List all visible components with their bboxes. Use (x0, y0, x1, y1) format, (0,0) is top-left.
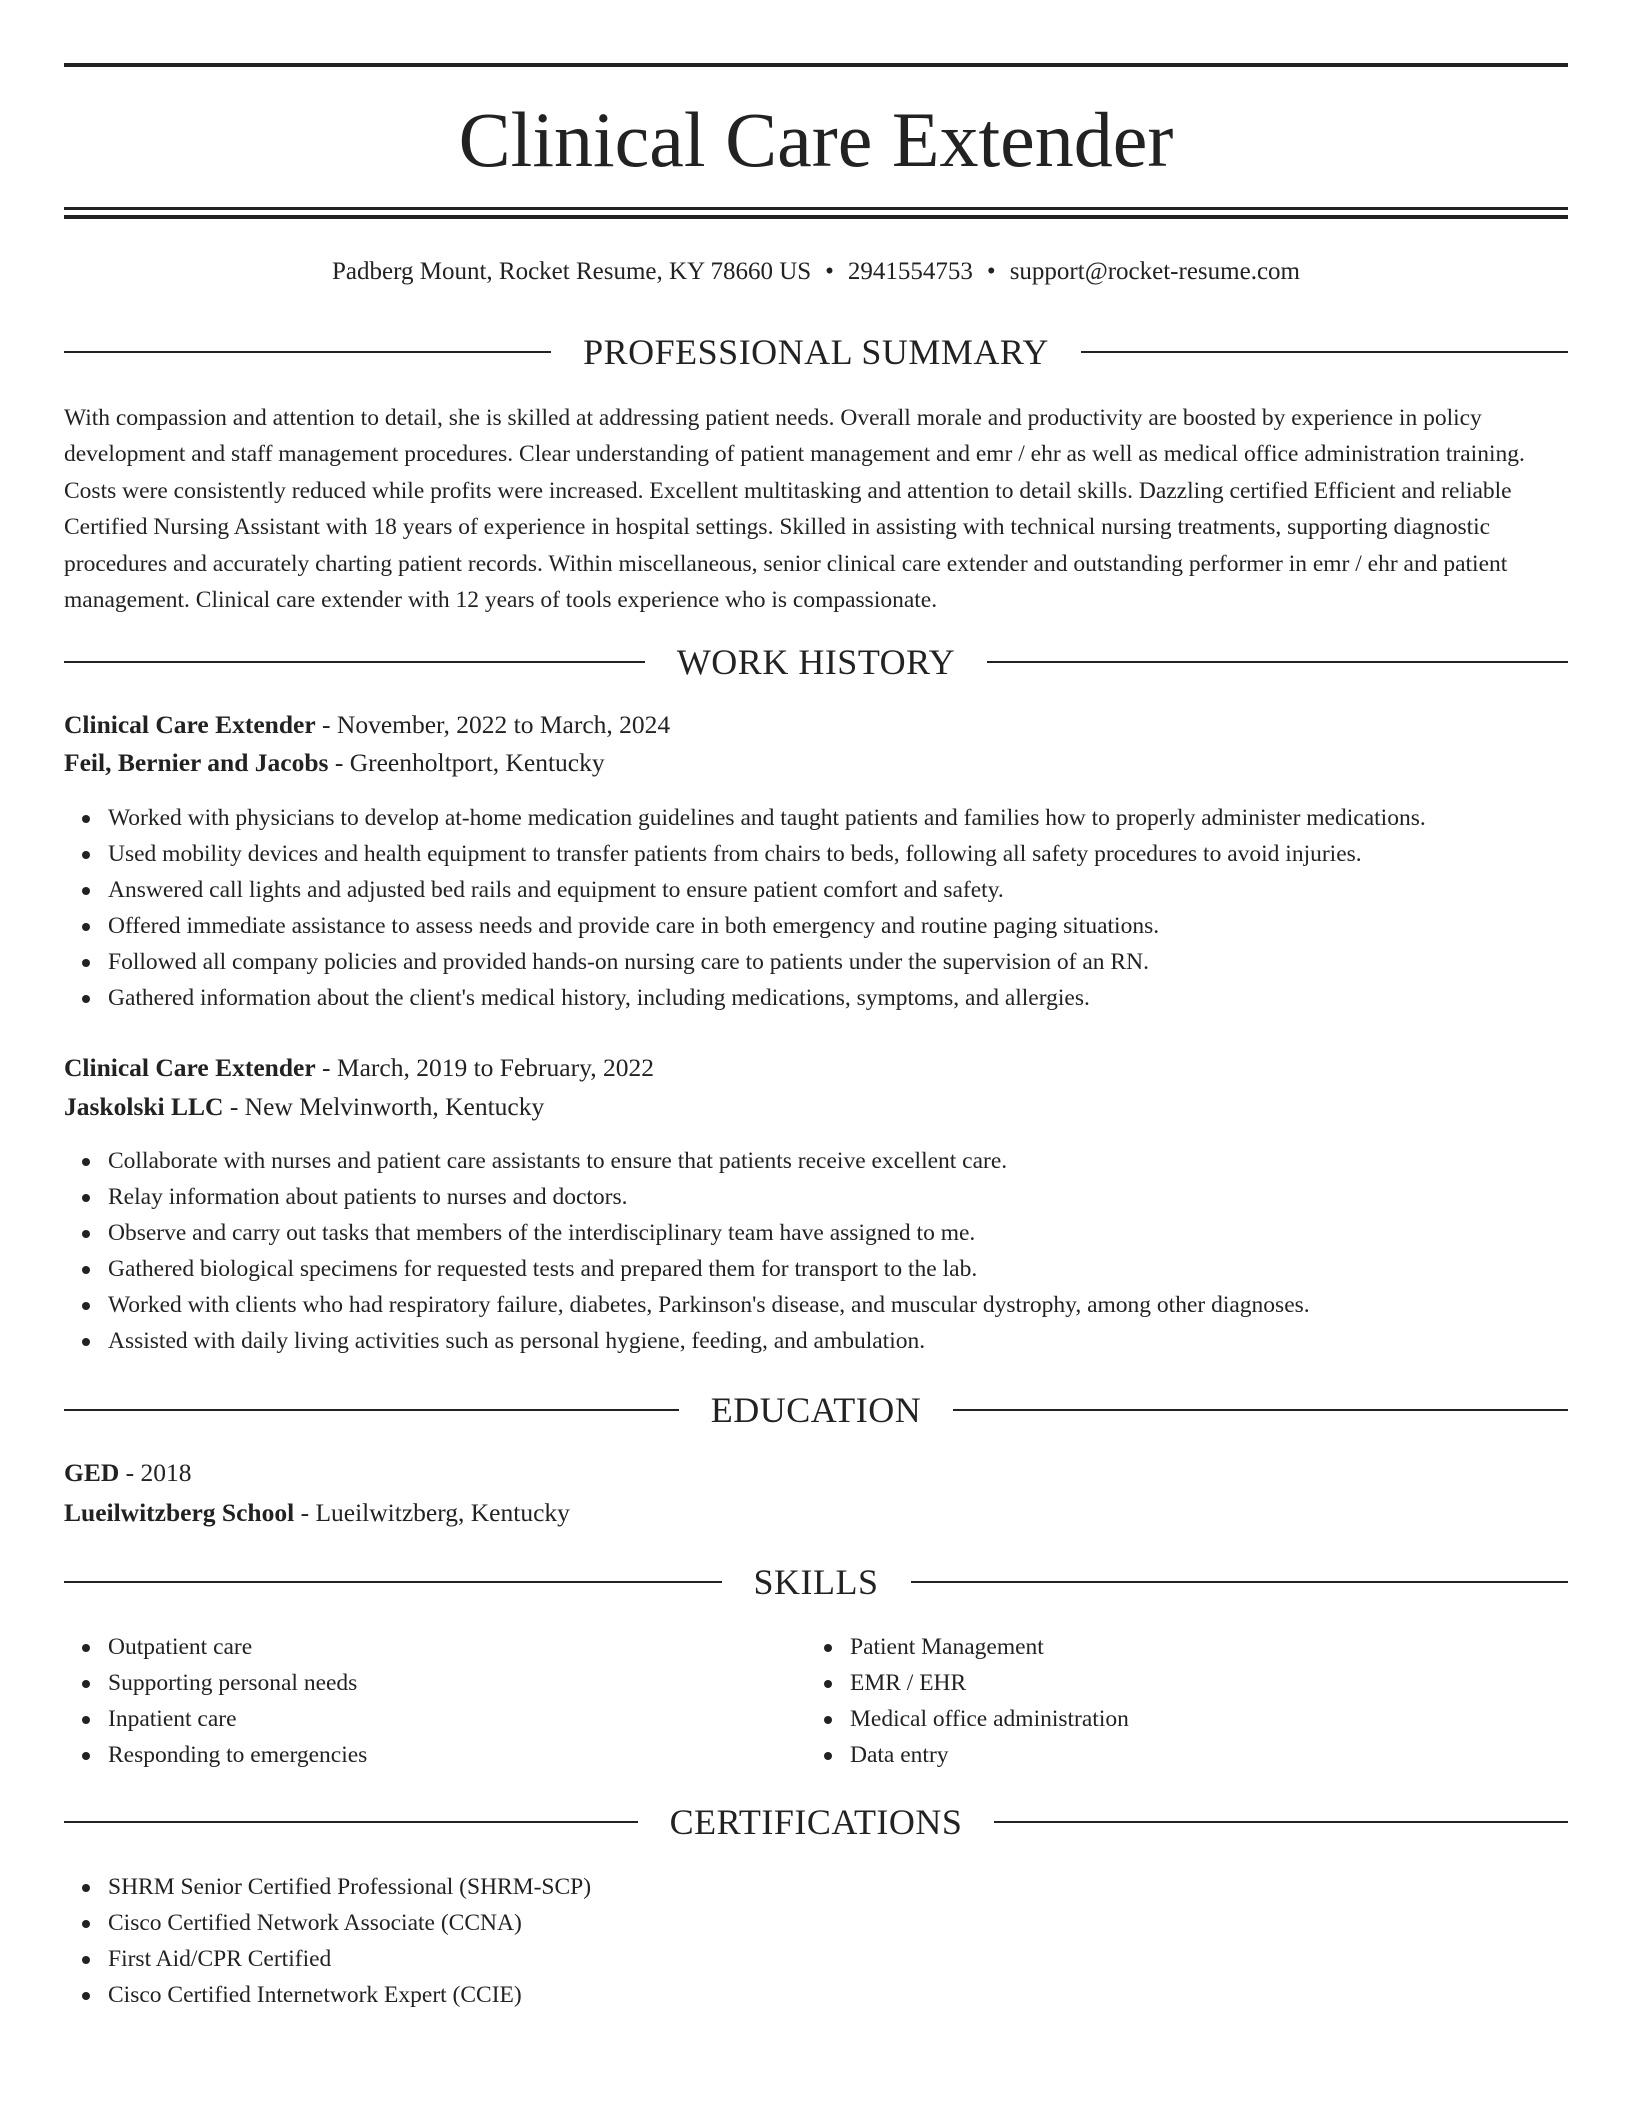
job-1-company-line (64, 744, 1568, 782)
contact-separator: • (986, 258, 996, 285)
section-title-education: EDUCATION (710, 1390, 922, 1430)
section-rule-left (64, 661, 645, 663)
section-title-certifications: CERTIFICATIONS (669, 1802, 963, 1842)
skill-item: Patient Management (806, 1629, 1566, 1665)
section-header-skills (64, 1560, 1568, 1604)
list-item: Collaborate with nurses and patient care assistants to ensure that patients receive excellent care. (64, 1143, 1568, 1179)
section-rule-right (911, 1581, 1569, 1583)
skill-item: Outpatient care (64, 1629, 1568, 1665)
job-company: Feil, Bernier and Jacobs (64, 748, 329, 777)
education-school: Lueilwitzberg School (64, 1498, 295, 1527)
education-degree-line (64, 1454, 1568, 1492)
section-rule-right (953, 1409, 1568, 1411)
skill-item: Supporting personal needs (64, 1665, 1568, 1701)
list-item: Worked with physicians to develop at-home medication guidelines and taught patients and families how to properly administer medications. (64, 800, 1568, 836)
certification-item: Cisco Certified Network Associate (CCNA) (64, 1905, 1568, 1941)
section-rule-right (987, 661, 1568, 663)
job-title: Clinical Care Extender (64, 1053, 316, 1082)
section-rule-left (64, 1409, 679, 1411)
job-location: - New Melvinworth, Kentucky (223, 1092, 545, 1121)
section-header-work (64, 640, 1568, 684)
job-2-title-line (64, 1049, 1568, 1087)
list-item: Relay information about patients to nurses and doctors. (64, 1179, 1568, 1215)
section-title-work: WORK HISTORY (676, 642, 956, 682)
job-company: Jaskolski LLC (64, 1092, 224, 1121)
skill-item: Inpatient care (64, 1701, 1568, 1737)
section-title-skills: SKILLS (753, 1562, 879, 1602)
education-school-line (64, 1494, 1568, 1532)
skill-item: EMR / EHR (806, 1665, 1566, 1701)
section-rule-left (64, 1821, 638, 1823)
section-title-summary: PROFESSIONAL SUMMARY (583, 332, 1049, 372)
list-item: Used mobility devices and health equipment to transfer patients from chairs to beds, following all safety procedures to avoid injuries. (64, 836, 1568, 872)
header-double-rule-upper (64, 207, 1568, 210)
section-rule-left (64, 1581, 722, 1583)
job-1-bullets (64, 800, 1568, 1016)
certification-item: First Aid/CPR Certified (64, 1941, 1568, 1977)
education-location: - Lueilwitzberg, Kentucky (294, 1498, 570, 1527)
contact-phone: 2941554753 (847, 258, 973, 285)
section-header-education (64, 1388, 1568, 1432)
summary-text: With compassion and attention to detail, she is skilled at addressing patient needs. Overall morale and productivity are boosted by experience in policy development and staff management procedures. Clear understanding of patient management and emr / ehr as well as medical office administration training. Costs were consistently reduced while profits were increased. Excellent multitasking and attention to detail skills. Dazzling certified Efficient and reliable Certified Nursing Assistant with 18 years of experience in hospital settings. Skilled in assisting with technical nursing treatments, supporting diagnostic procedures and accurately charting patient records. Within miscellaneous, senior clinical care extender and outstanding performer in emr / ehr and patient management. Clinical care extender with 12 years of tools experience who is compassionate. (64, 405, 1525, 614)
job-2-bullets (64, 1143, 1568, 1359)
list-item: Assisted with daily living activities such as personal hygiene, feeding, and ambulation. (64, 1323, 1568, 1359)
skill-item: Data entry (806, 1737, 1566, 1773)
list-item: Gathered biological specimens for requested tests and prepared them for transport to the lab. (64, 1251, 1568, 1287)
skill-item: Responding to emergencies (64, 1737, 1568, 1773)
job-title: Clinical Care Extender (64, 710, 316, 739)
skill-item: Medical office administration (806, 1701, 1566, 1737)
list-item: Observe and carry out tasks that members of the interdisciplinary team have assigned to me. (64, 1215, 1568, 1251)
job-dates: - March, 2019 to February, 2022 (315, 1053, 654, 1082)
list-item: Gathered information about the client's medical history, including medications, symptoms, and allergies. (64, 980, 1568, 1016)
certifications-list (64, 1869, 1568, 2013)
education-degree: GED (64, 1458, 120, 1487)
job-dates: - November, 2022 to March, 2024 (315, 710, 671, 739)
resume-title: Clinical Care Extender (458, 96, 1174, 183)
education-year: - 2018 (119, 1458, 192, 1487)
list-item: Answered call lights and adjusted bed rails and equipment to ensure patient comfort and safety. (64, 872, 1568, 908)
job-2-company-line (64, 1088, 1568, 1126)
header-double-rule-lower (64, 215, 1568, 219)
section-header-certifications (64, 1800, 1568, 1844)
contact-address: Padberg Mount, Rocket Resume, KY 78660 US (332, 258, 812, 285)
list-item: Offered immediate assistance to assess needs and provide care in both emergency and routine paging situations. (64, 908, 1568, 944)
contact-separator: • (825, 258, 834, 285)
contact-line (64, 254, 1568, 290)
list-item: Worked with clients who had respiratory failure, diabetes, Parkinson's disease, and muscular dystrophy, among other diagnoses. (64, 1287, 1568, 1323)
job-location: - Greenholtport, Kentucky (328, 748, 605, 777)
job-1-title-line (64, 706, 1568, 744)
list-item: Followed all company policies and provided hands-on nursing care to patients under the supervision of an RN. (64, 944, 1568, 980)
certification-item: SHRM Senior Certified Professional (SHRM-SCP) (64, 1869, 1568, 1905)
contact-email: support@rocket-resume.com (1009, 258, 1300, 285)
section-header-summary (64, 330, 1568, 374)
section-rule-right (994, 1821, 1568, 1823)
section-rule-right (1081, 351, 1568, 353)
certification-item: Cisco Certified Internetwork Expert (CCIE) (64, 1977, 1568, 2013)
section-rule-left (64, 351, 551, 353)
header-top-rule (64, 63, 1568, 67)
skills-list-right (806, 1629, 1566, 1773)
